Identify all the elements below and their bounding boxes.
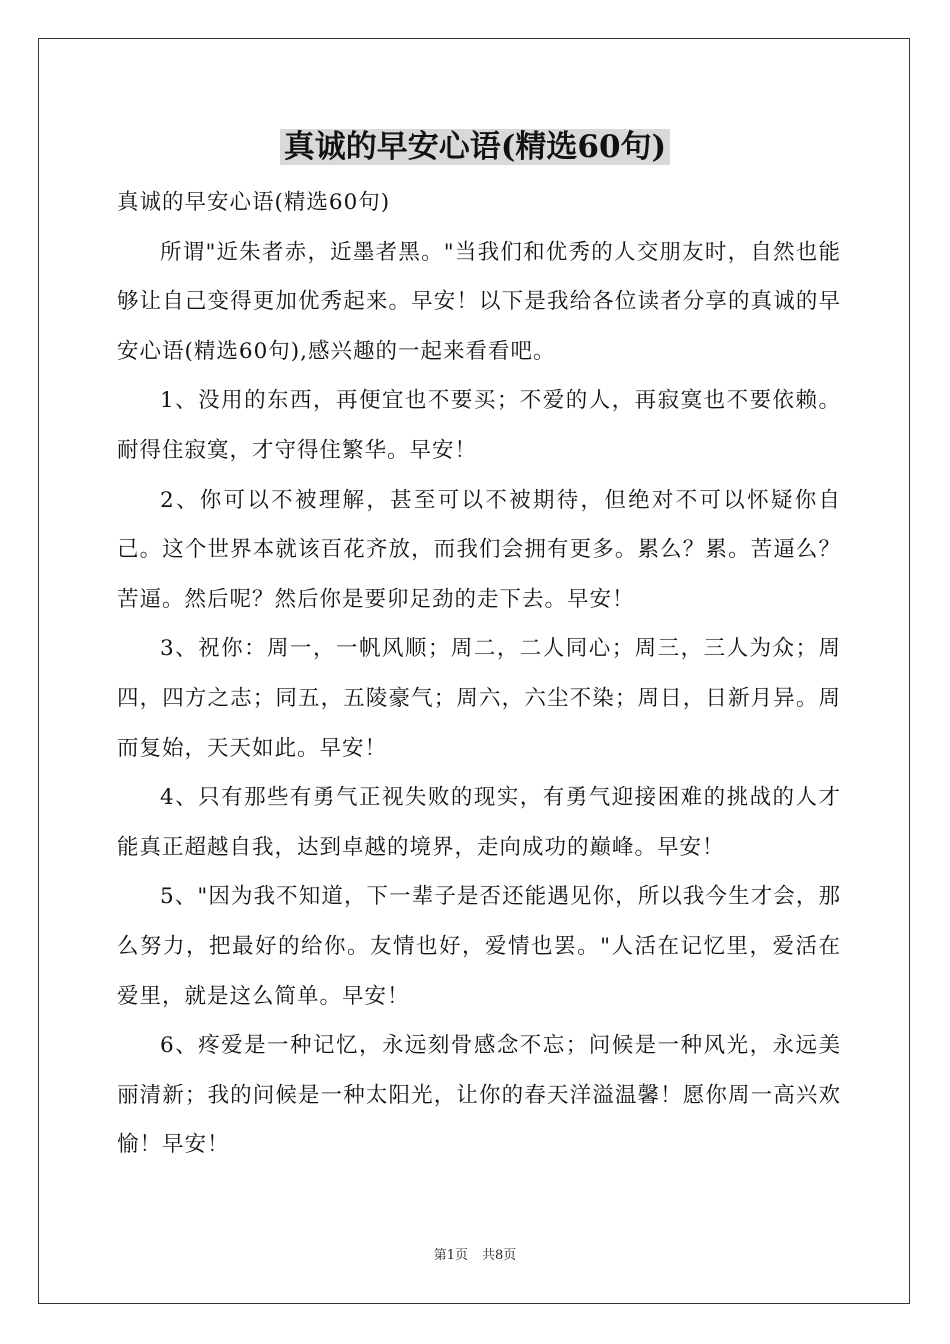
document-title-text: 真诚的早安心语(精选60句) — [280, 129, 670, 165]
quote-paragraph-2: 2、你可以不被理解，甚至可以不被期待，但绝对不可以怀疑你自己。这个世界本就该百花齐放，而我们会拥有更多。累么？累。苦逼么？苦逼。然后呢？然后你是要卯足劲的走下去。早安！ — [117, 487, 841, 612]
quote-paragraph-1: 1、没用的东西，再便宜也不要买；不爱的人，再寂寞也不要依赖。耐得住寂寞，才守得住繁华。早安！ — [117, 388, 841, 463]
quote-paragraph-4: 4、只有那些有勇气正视失败的现实，有勇气迎接困难的挑战的人才能真正超越自我，达到卓越的境界，走向成功的巅峰。早安！ — [117, 785, 841, 860]
document-title — [0, 123, 950, 171]
document-subtitle: 真诚的早安心语(精选60句) — [117, 190, 391, 215]
document-body — [117, 178, 841, 1170]
quote-paragraph-6: 6、疼爱是一种记忆，永远刻骨感念不忘；问候是一种风光，永远美丽清新；我的问候是一种太阳光，让你的春天洋溢温馨！愿你周一高兴欢愉！早安！ — [117, 1033, 841, 1158]
quote-paragraph-5: 5、"因为我不知道，下一辈子是否还能遇见你，所以我今生才会，那么努力，把最好的给你。友情也好，爱情也罢。"人活在记忆里，爱活在爱里，就是这么简单。早安！ — [117, 884, 841, 1009]
page-footer — [0, 1246, 950, 1266]
page-number-current: 第1页 — [433, 1248, 468, 1263]
intro-paragraph: 所谓"近朱者赤，近墨者黑。"当我们和优秀的人交朋友时，自然也能够让自己变得更加优秀起来。早安！以下是我给各位读者分享的真诚的早安心语(精选60句),感兴趣的一起来看看吧。 — [117, 239, 841, 364]
quote-paragraph-3: 3、祝你：周一，一帆风顺；周二，二人同心；周三，三人为众；周四，四方之志；同五，五陵豪气；周六，六尘不染；周日，日新月异。周而复始，天天如此。早安！ — [117, 636, 841, 761]
page-number-total: 共8页 — [482, 1248, 517, 1263]
